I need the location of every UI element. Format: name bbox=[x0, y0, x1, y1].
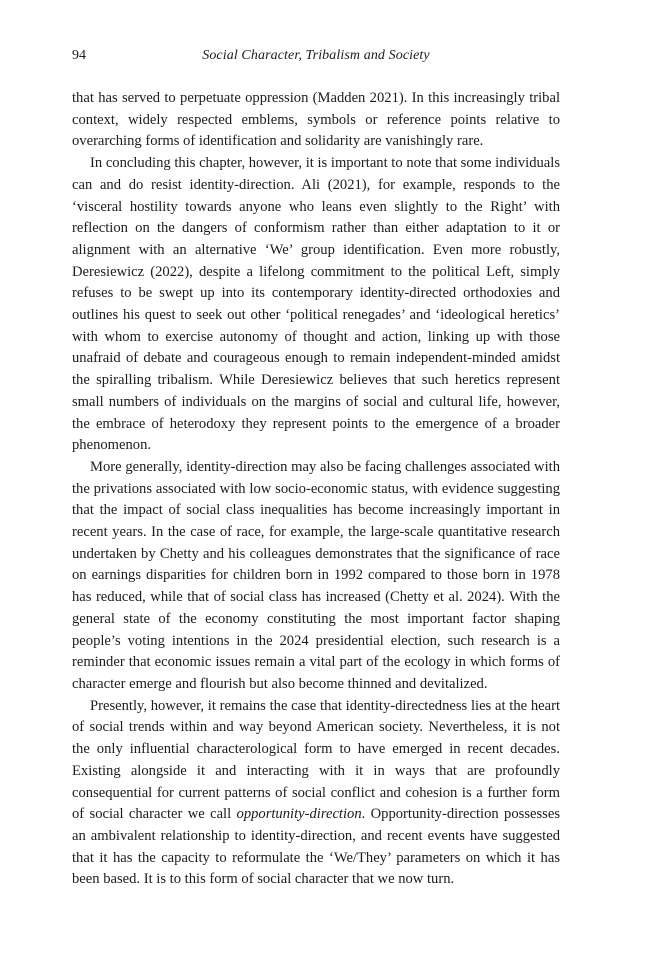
paragraph-3: More generally, identity-direction may also be facing challenges associated with the privations associated with low socio-economic status, with evidence suggesting that the impact of social class inequalities has become increasingly important in recent years. In the case of race, for example, the large-scale quantitative research undertaken by Chetty and his colleagues demonstrates that the significance of race on earnings disparities for children born in 1992 compared to those born in 1978 has reduced, while that of social class has increased (Chetty et al. 2024). With the general state of the economy constituting the most important factor shaping people’s voting intentions in the 2024 presidential election, such research is a reminder that economic issues remain a vital part of the ecology in which forms of character emerge and flourish but also become thinned and devitalized. bbox=[72, 458, 560, 692]
running-title: Social Character, Tribalism and Society bbox=[202, 48, 430, 63]
paragraph-4-emphasis: opportunity-direction bbox=[236, 806, 362, 823]
paragraph-4 bbox=[72, 696, 560, 891]
page-number: 94 bbox=[72, 48, 86, 63]
paragraph-4-text-start: Presently, however, it remains the case that identity-directedness lies at the heart of social trends within and way beyond American society. Nevertheless, it is not the only influential characterological form to have emerged in recent decades. Existing alongside it and interacting with it in ways that are profoundly consequential for current patterns of social conflict and cohesion is a further form of social character we call bbox=[72, 697, 560, 823]
running-head bbox=[72, 46, 560, 66]
body-text bbox=[72, 88, 560, 891]
paragraph-4-text-end: . Opportunity-direction possesses an ambivalent relationship to identity-direction, and recent events have suggested that it has the capacity to reformulate the ‘We/They’ parameters on which it has been based. It is to this form of social character that we now turn. bbox=[72, 806, 560, 888]
paragraph-1: that has served to perpetuate oppression (Madden 2021). In this increasingly tribal context, widely respected emblems, symbols or reference points relative to overarching forms of identification and solidarity are vanishingly rare. bbox=[72, 90, 560, 150]
paragraph-2: In concluding this chapter, however, it is important to note that some individuals can and do resist identity-direction. Ali (2021), for example, responds to the ‘visceral hostility towards anyone who leans even slightly to the Right’ with reflection on the dangers of conformism rather than either adaptation to it or alignment with an alternative ‘We’ group identification. Even more robustly, Deresiewicz (2022), despite a lifelong commitment to the political Left, simply refuses to be swept up into its contemporary identity-directed orthodoxies and outlines his quest to seek out other ‘political renegades’ and ‘ideological heretics’ with whom to exercise autonomy of thought and action, linking up with those unafraid of debate and courageous enough to remain independent-minded amidst the spiralling tribalism. While Deresiewicz believes that such heretics represent small numbers of individuals on the margins of social and cultural life, however, the embrace of heterodoxy they represent points to the emergence of a broader phenomenon. bbox=[72, 155, 560, 454]
